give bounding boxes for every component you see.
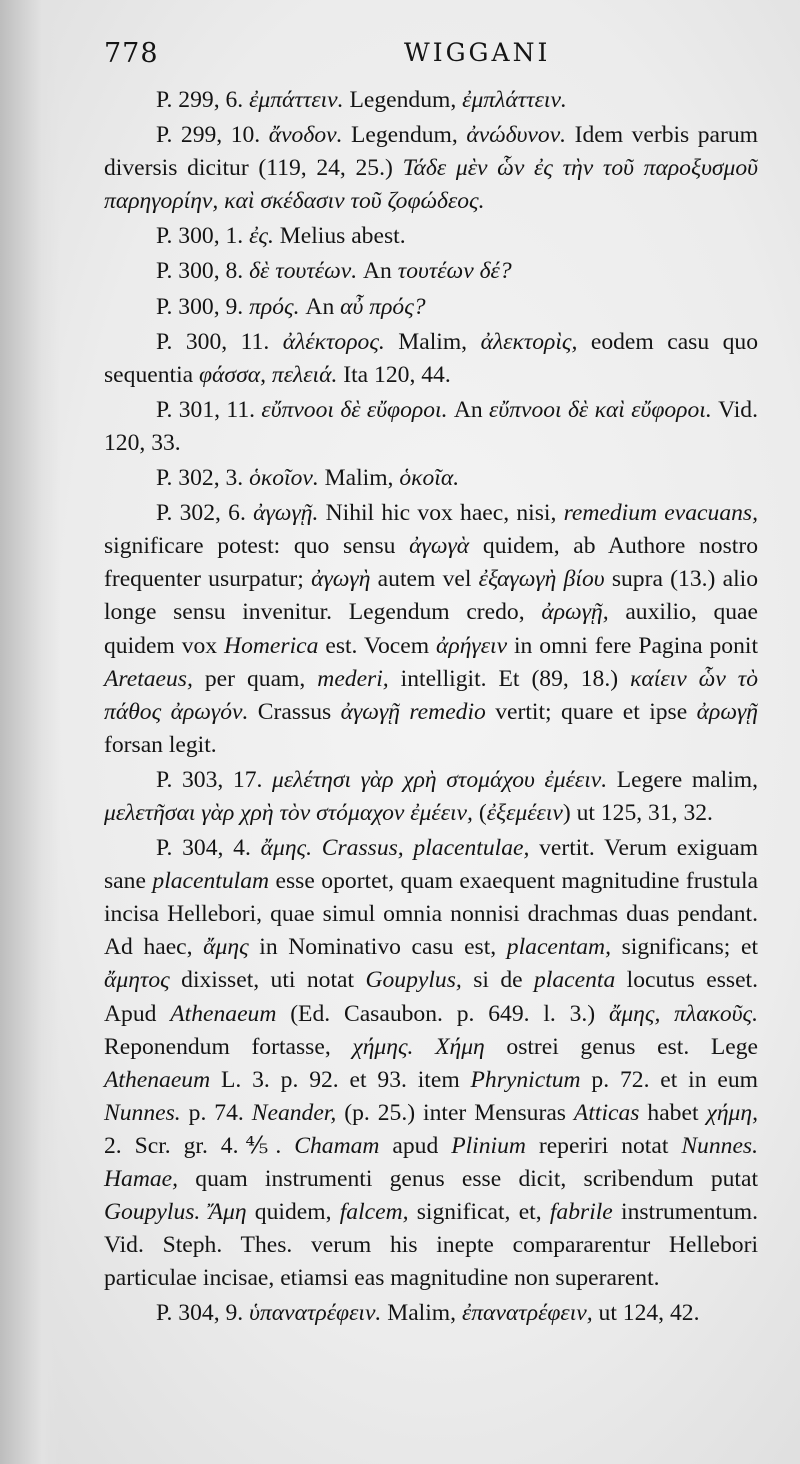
greek-text: ἄμητος — [104, 967, 170, 994]
latin-text: in Nominativo casu est, — [248, 934, 507, 961]
latin-text: Idem verbis parum diversis dicitur (119, 24, 25.) — [104, 122, 759, 182]
latin-text: (Ed. Casaubon. p. 649. l. 3.) — [276, 1000, 609, 1027]
greek-text: ἀγωγὰ — [409, 533, 470, 560]
italic-text: remedio — [409, 698, 486, 725]
latin-text: instrumentum. Vid. Steph. Thes. verum his inepte compararentur Hellebori particulae incisae, etiamsi eas magnitudine non superarent. — [104, 1199, 758, 1292]
italic-text: Atticas — [573, 1099, 640, 1126]
note-paragraph — [104, 326, 758, 392]
latin-text: quam instrumenti genus esse dicit, scribendum putat — [178, 1166, 758, 1192]
latin-text — [312, 835, 322, 861]
latin-text: (p. 25.) inter Mensuras — [336, 1099, 574, 1126]
greek-text: μελετῆσαι γὰρ χρὴ τὸν στόμαχον ἐμέειν, — [104, 799, 473, 826]
latin-text: Ita 120, 44. — [337, 361, 451, 388]
greek-text: ἀρήγειν — [436, 632, 508, 659]
note-paragraph — [104, 394, 758, 460]
greek-text: ὁκοῖον. — [249, 465, 319, 492]
latin-text: eodem casu quo sequentia — [104, 328, 759, 388]
greek-text: μελέτησι γὰρ χρὴ στομάχου ἐμέειν. — [272, 766, 608, 793]
greek-text: ἀγωγὴ — [311, 566, 371, 593]
latin-text: P. 300, 11. — [156, 328, 283, 355]
greek-text: ἀγωγῇ — [340, 698, 400, 725]
greek-text: ἄμης. — [260, 835, 312, 862]
italic-text: Aretaeus, — [104, 665, 193, 692]
latin-text: apud — [379, 1132, 452, 1159]
note-paragraph — [104, 84, 758, 117]
greek-text: ἐξεμέειν — [486, 799, 563, 826]
latin-text: locutus esset. Apud — [104, 967, 759, 1027]
latin-text: P. 301, 11. — [156, 396, 262, 423]
latin-text: intelligit. Et (89, 18.) — [388, 665, 631, 692]
page-number: 778 — [104, 38, 159, 69]
latin-text: vertit. Verum exiguam sane — [104, 835, 758, 895]
latin-text: Malim, — [381, 1300, 462, 1327]
latin-text: Vid. 120, 33. — [104, 396, 758, 456]
note-paragraph — [104, 497, 758, 762]
note-paragraph — [104, 291, 758, 324]
italic-text: Goupylus. — [104, 1199, 201, 1226]
note-paragraph — [104, 832, 758, 1295]
note-paragraph — [104, 764, 758, 830]
latin-text: significare potest: quo sensu — [104, 533, 410, 560]
greek-text: εὔπνοοι δὲ καὶ εὔφοροι. — [489, 396, 712, 423]
latin-text: Malim, — [384, 328, 481, 355]
latin-text: Nihil hic vox haec, nisi, — [318, 500, 564, 527]
italic-text: Nunnes. — [104, 1099, 181, 1126]
greek-text: αὖ πρός? — [340, 293, 426, 320]
greek-text: ἀλεκτορὶς, — [480, 328, 578, 355]
greek-text: δὲ τουτέων. — [249, 258, 358, 285]
latin-text: P. 300, 1. — [156, 223, 250, 250]
italic-text: Crassus, placentulae, — [321, 835, 530, 862]
italic-text: placenta — [534, 967, 616, 994]
latin-text: P. 299, 10. — [156, 122, 269, 149]
italic-text: Homerica — [224, 632, 319, 659]
note-paragraph — [104, 119, 758, 218]
greek-text: Τάδε μὲν ὧν ἐς τὴν τοῦ παροξυσμοῦ παρηγορίην, καὶ σκέδασιν τοῦ ζοφώδεος. — [104, 155, 759, 215]
greek-text: ἀρωγῇ — [696, 698, 758, 725]
greek-text: ἀνώδυνον. — [466, 122, 567, 149]
latin-text: quidem, ab Authore nostro frequenter usurpatur; — [104, 533, 758, 593]
latin-text: significans; et — [610, 934, 758, 961]
greek-text: τουτέων δέ? — [397, 258, 512, 285]
italic-text: falcem, — [339, 1199, 409, 1226]
note-paragraph — [104, 462, 758, 495]
greek-text: ἐς. — [249, 223, 274, 250]
greek-text: ἀρωγῇ, — [541, 599, 609, 626]
italic-text: placentam, — [506, 934, 611, 961]
greek-text: ἐμπλάττειν. — [462, 87, 567, 113]
latin-text: ut 124, 42. — [592, 1300, 700, 1327]
italic-text: Plinium — [451, 1132, 526, 1159]
latin-text: p. 74. — [180, 1099, 252, 1126]
latin-text — [400, 699, 409, 725]
latin-text: 2. Scr. gr. 4.⅘. — [104, 1132, 295, 1159]
latin-text: P. 304, 4. — [156, 835, 261, 862]
greek-text: ἐμπάττειν. — [249, 87, 344, 113]
greek-text: ἀγωγῇ. — [253, 500, 319, 527]
latin-text: p. 72. et in eum — [580, 1066, 758, 1093]
latin-text: per quam, — [192, 665, 318, 692]
italic-text: Neander, — [251, 1099, 337, 1126]
greek-text: ἄνοδον. — [268, 122, 343, 149]
latin-text: esse oportet, quam exaequent magnitudine frustula incisa Hellebori, quae simul omnia nonnisi drachmas duas pendant. Ad haec, — [104, 868, 758, 961]
latin-text: An — [447, 396, 490, 423]
latin-text: Legere malim, — [607, 766, 759, 793]
latin-text: P. 299, 6. — [156, 87, 250, 113]
greek-text: Ἄμη — [208, 1199, 247, 1226]
italic-text: Goupylus, — [365, 967, 462, 994]
latin-text: dixisset, uti notat — [169, 967, 366, 994]
latin-text: P. 302, 6. — [156, 500, 254, 527]
latin-text — [200, 1199, 208, 1225]
greek-text: ἄμης — [203, 934, 249, 961]
latin-text: An — [357, 258, 398, 285]
latin-text: significat, et, — [408, 1199, 550, 1226]
greek-text: ὁκοῖα. — [399, 465, 460, 492]
greek-text: ἐπανατρέφειν, — [461, 1300, 593, 1327]
latin-text: Legendum, — [342, 122, 467, 149]
greek-text: χήμης. — [352, 1033, 414, 1060]
italic-text: mederi, — [317, 665, 389, 692]
greek-text: Χήμη — [435, 1033, 485, 1060]
greek-text: ὑπανατρέφειν. — [249, 1300, 382, 1327]
page-body — [104, 84, 758, 1330]
italic-text: Phrynictum — [470, 1066, 581, 1093]
latin-text: quidem, — [246, 1199, 340, 1226]
greek-text: φάσσα, πελειά. — [199, 361, 338, 388]
running-title: WIGGANI — [404, 38, 551, 67]
italic-text: Chamam — [294, 1132, 380, 1159]
latin-text: forsan legit. — [104, 731, 217, 758]
greek-text: ἐξαγωγὴ βίου — [478, 566, 605, 593]
latin-text: habet — [639, 1099, 707, 1126]
italic-text: Nunnes. Hamae, — [104, 1132, 758, 1192]
greek-text: ἀλέκτορος. — [282, 328, 385, 355]
italic-text: Athenaeum — [104, 1066, 211, 1093]
latin-text: supra (13.) alio longe sensu invenitur. Legendum credo, — [104, 566, 758, 626]
latin-text — [413, 1034, 435, 1060]
latin-text: vertit; quare et ipse — [485, 698, 697, 725]
note-paragraph — [104, 220, 758, 253]
latin-text: P. 304, 9. — [156, 1300, 250, 1327]
latin-text: Crassus — [248, 698, 341, 725]
latin-text: Malim, — [318, 465, 400, 492]
note-paragraph — [104, 255, 758, 288]
greek-text: πρός. — [249, 293, 300, 320]
latin-text: ( — [472, 799, 487, 826]
latin-text: ostrei genus est. Lege — [484, 1033, 758, 1060]
latin-text: autem vel — [370, 566, 479, 593]
note-paragraph — [104, 1297, 758, 1330]
latin-text: P. 302, 3. — [156, 465, 250, 492]
latin-text: ) ut 125, 31, 32. — [562, 799, 713, 826]
latin-text: reperiri notat — [525, 1132, 682, 1159]
latin-text: si de — [461, 967, 535, 994]
latin-text: L. 3. p. 92. et 93. item — [210, 1066, 471, 1093]
latin-text: Reponendum fortasse, — [104, 1033, 353, 1060]
greek-text: εὔπνοοι δὲ εὔφοροι. — [261, 396, 448, 423]
book-spine-shadow — [0, 0, 60, 1464]
italic-text: Athenaeum — [170, 1000, 277, 1027]
latin-text: Melius abest. — [273, 223, 406, 250]
latin-text: P. 300, 9. — [156, 293, 250, 320]
latin-text: in omni fere Pagina ponit — [507, 632, 758, 659]
italic-text: placentulam — [152, 868, 270, 895]
latin-text: est. Vocem — [318, 632, 437, 659]
greek-text: ἄμης, πλακοῦς. — [608, 1000, 759, 1027]
italic-text: fabrile — [549, 1199, 613, 1226]
latin-text: An — [299, 293, 341, 320]
latin-text: P. 303, 17. — [156, 766, 273, 793]
italic-text: remedium evacuans, — [563, 500, 758, 527]
latin-text: P. 300, 8. — [156, 258, 250, 285]
greek-text: καίειν ὧν τὸ πάθος ἀρωγόν. — [104, 665, 759, 725]
greek-text: χήμη, — [706, 1099, 758, 1126]
page-header — [104, 36, 758, 84]
latin-text: auxilio, quae quidem vox — [104, 599, 758, 659]
latin-text: Legendum, — [343, 87, 463, 113]
